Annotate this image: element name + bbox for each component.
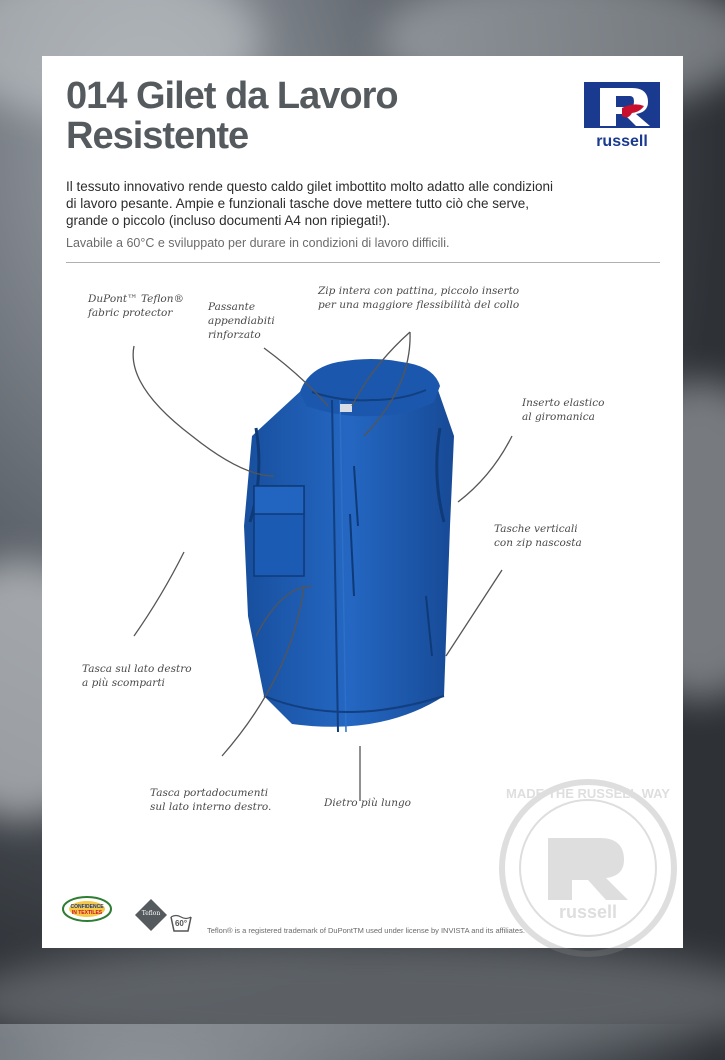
stamp-brand: russell <box>558 902 618 922</box>
oeko-tex-badge <box>62 896 112 940</box>
pointer-teflon <box>133 346 274 476</box>
teflon-badge-text: Teflon <box>141 910 161 917</box>
annotation-zip: Zip intera con pattina, piccolo inserto per una maggiore flessibilità del collo <box>318 285 520 311</box>
wash-temp: 60° <box>174 919 188 928</box>
brand-wordmark: russell <box>596 133 648 150</box>
teflon-badge <box>134 898 168 932</box>
pointer-side-pocket-b <box>256 586 312 636</box>
lead-text: Il tessuto innovativo rende questo caldo gilet imbottito molto adatto alle condizioni di lavoro pesante. Ampie e funzionali tasche dove mettere tutto ciò che serve, grande o piccolo (incluso documenti A4 non ripiegati!). <box>66 179 554 228</box>
pointer-hanger <box>264 348 328 406</box>
annotation-armhole: Inserto elastico al giromanica <box>522 397 605 423</box>
annotation-vertical-pockets: Tasche verticali con zip nascosta <box>494 523 582 549</box>
annotation-side-pocket: Tasca sul lato destro a più scomparti <box>82 663 192 689</box>
stamp-text: MADE THE RUSSELL WAY <box>506 786 670 801</box>
page-title: 014 Gilet da Lavoro Resistente <box>66 75 398 157</box>
pointer-doc-pocket <box>222 586 304 756</box>
annotation-hanger: Passante appendiabiti rinforzato <box>208 301 275 341</box>
annotation-doc-pocket: Tasca portadocumenti sul lato interno destro. <box>150 787 272 813</box>
oeko-line1: CONFIDENCE <box>70 904 104 910</box>
pointer-zip-b <box>352 332 410 406</box>
product-sheet <box>42 56 683 948</box>
wash-note: Lavabile a 60°C e sviluppato per durare in condizioni di lavoro difficili. <box>66 236 450 250</box>
made-the-russell-way-stamp <box>488 768 688 948</box>
teflon-footnote: Teflon® is a registered trademark of DuPontTM used under license by INVISTA and its affiliates. <box>207 926 525 935</box>
pointer-armhole <box>458 436 512 502</box>
annotation-teflon: DuPont™ Teflon® fabric protector <box>88 293 184 319</box>
pointer-side-pocket <box>134 552 184 636</box>
wash-60-icon <box>170 914 192 932</box>
oeko-line2: IN TEXTILES <box>71 910 103 916</box>
annotation-back: Dietro più lungo <box>324 797 411 809</box>
pointer-zip-a <box>364 332 410 436</box>
pointer-vertical-pockets <box>446 570 502 656</box>
